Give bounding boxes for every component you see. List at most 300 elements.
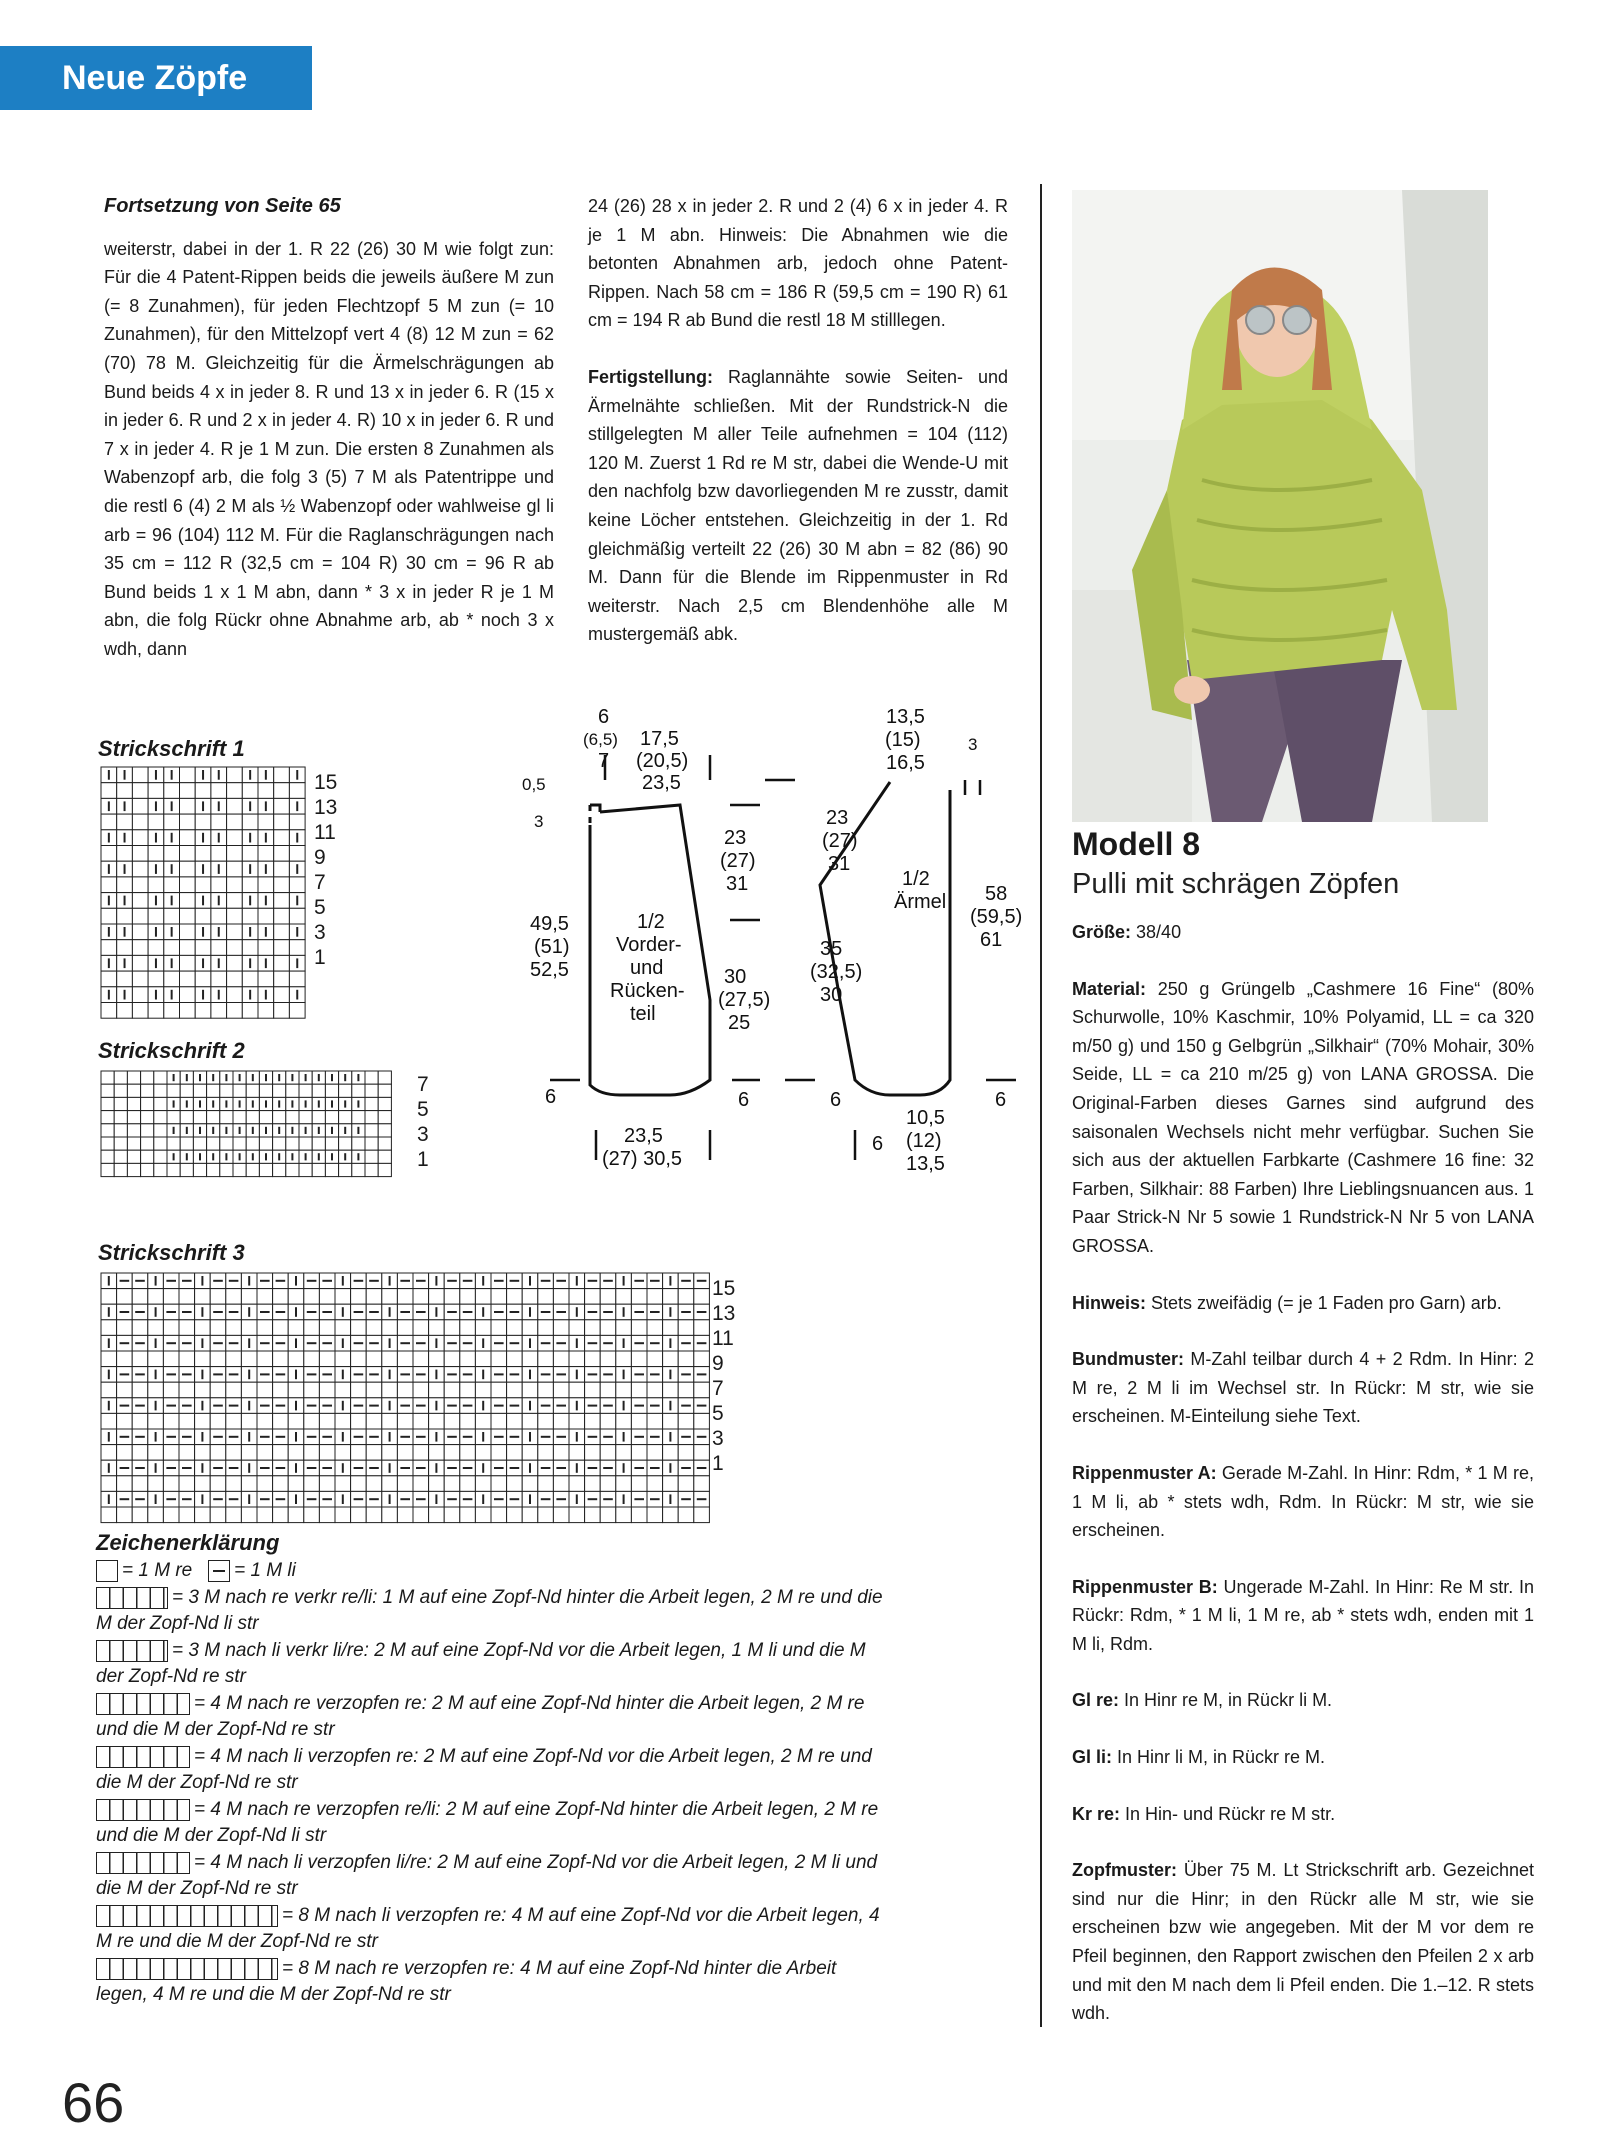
chart-cell — [132, 955, 148, 971]
chart-cell — [616, 1507, 632, 1523]
chart-cell — [211, 783, 227, 799]
chart-cell — [132, 1289, 148, 1305]
model-title: Modell 8 — [1072, 826, 1201, 862]
chart-cell — [227, 908, 243, 924]
chart-cell — [678, 1445, 694, 1461]
cable-3r-symbol — [96, 1587, 168, 1609]
row-number: 5 — [712, 1402, 724, 1425]
knit-symbol — [96, 1560, 118, 1582]
chart-cell — [444, 1507, 460, 1523]
chart-cell — [585, 1289, 601, 1305]
chart-cell — [288, 1289, 304, 1305]
chart-cell — [678, 1413, 694, 1429]
chart-cell — [258, 971, 274, 987]
chart-cell — [397, 1382, 413, 1398]
chart-cell — [101, 1137, 114, 1150]
chart-cell — [538, 1445, 554, 1461]
chart-cell — [319, 1445, 335, 1461]
chart-cell — [288, 1320, 304, 1336]
glre-label: Gl re: — [1072, 1690, 1120, 1711]
chart-cell — [600, 1289, 616, 1305]
ripb-text: Ungerade M-Zahl. In Hinr: Re M str. In Rückr: Rdm, * 1 M li, 1 M re, ab * stets wdh, enden mit 1 M li, Rdm. — [1072, 1576, 1534, 1654]
chart-cell — [132, 861, 148, 877]
s-top-a: 13,5 — [886, 706, 925, 728]
chart-cell — [180, 987, 196, 1003]
chart-cell — [101, 1084, 114, 1097]
chart-cell — [647, 1320, 663, 1336]
m-left-a: 49,5 — [530, 913, 569, 935]
chart1-row-numbers — [314, 770, 337, 970]
legend-text: = 4 M nach re verzopfen re/li: 2 M auf eine Zopf-Nd hinter die Arbeit legen, 2 M re und die M der Zopf-Nd li str — [96, 1799, 879, 1846]
chart-cell — [220, 1163, 233, 1176]
chart-cell — [132, 877, 148, 893]
chart-cell — [242, 846, 258, 862]
chart-cell — [289, 814, 305, 830]
chart-cell — [127, 1150, 140, 1163]
chart-cell — [127, 1137, 140, 1150]
chart-cell — [195, 1320, 211, 1336]
chart-cell — [351, 1445, 367, 1461]
chart-cell — [132, 940, 148, 956]
chart-cell — [647, 1382, 663, 1398]
chart-cell — [210, 1382, 226, 1398]
model-photo-illustration — [1072, 190, 1488, 822]
chart-cell — [444, 1320, 460, 1336]
chart-cell — [274, 955, 290, 971]
chart-cell — [101, 1351, 117, 1367]
legend-li: = 1 M li — [234, 1560, 296, 1581]
legend — [96, 1530, 886, 2009]
chart-cell — [351, 1351, 367, 1367]
chart-cell — [163, 1320, 179, 1336]
chart-cell — [694, 1382, 710, 1398]
bund-block — [1072, 1345, 1534, 1431]
chart-cell — [117, 1289, 133, 1305]
m-mid1-a: 23 — [724, 827, 747, 849]
chart1-svg — [100, 766, 306, 1019]
chart-cell — [257, 1382, 273, 1398]
chart-cell — [378, 1084, 391, 1097]
glli-label: Gl li: — [1072, 1747, 1112, 1768]
chart-cell — [569, 1413, 585, 1429]
chart-cell — [132, 1507, 148, 1523]
chart-cell — [233, 1084, 246, 1097]
chart-cell — [475, 1320, 491, 1336]
chart-cell — [167, 1084, 180, 1097]
s-mid2-a: 35 — [820, 938, 843, 960]
chart-cell — [132, 1476, 148, 1492]
row-number: 9 — [712, 1352, 724, 1375]
chart-cell — [352, 1163, 365, 1176]
chart-cell — [382, 1320, 398, 1336]
m-mid1-c: 31 — [726, 873, 749, 895]
section-header: Neue Zöpfe — [0, 46, 312, 110]
chart-cell — [475, 1382, 491, 1398]
chart-cell — [304, 1382, 320, 1398]
chart-cell — [299, 1163, 312, 1176]
chart-cell — [211, 846, 227, 862]
row-number: 1 — [314, 946, 326, 969]
chart-cell — [274, 971, 290, 987]
chart-cell — [475, 1351, 491, 1367]
chart-cell — [132, 1413, 148, 1429]
chart-cell — [319, 1476, 335, 1492]
material-label: Material: — [1072, 978, 1147, 999]
chart-cell — [286, 1163, 299, 1176]
chart3-grid — [100, 1272, 710, 1529]
chart3-svg — [100, 1272, 710, 1524]
chart-cell — [678, 1476, 694, 1492]
chart-cell — [382, 1382, 398, 1398]
chart-cell — [460, 1289, 476, 1305]
chart-cell — [257, 1445, 273, 1461]
chart-cell — [378, 1071, 391, 1084]
chart-cell — [569, 1351, 585, 1367]
chart-cell — [241, 1382, 257, 1398]
chart-cell — [444, 1351, 460, 1367]
chart-cell — [227, 940, 243, 956]
chart-cell — [117, 1320, 133, 1336]
chart-cell — [274, 846, 290, 862]
chart-cell — [413, 1507, 429, 1523]
chart-cell — [164, 877, 180, 893]
s-mid2-c: 30 — [820, 984, 843, 1006]
chart-cell — [304, 1413, 320, 1429]
ripa-label: Rippenmuster A: — [1072, 1462, 1217, 1483]
purl-symbol — [208, 1560, 230, 1582]
chart2-grid — [100, 1070, 392, 1183]
chart-cell — [242, 940, 258, 956]
chart-cell — [507, 1413, 523, 1429]
chart-cell — [631, 1445, 647, 1461]
chart-cell — [538, 1413, 554, 1429]
legend-basic — [96, 1558, 886, 1584]
row-number: 3 — [314, 921, 326, 944]
chart-cell — [616, 1382, 632, 1398]
s-6a: 6 — [830, 1089, 842, 1111]
chart-cell — [475, 1413, 491, 1429]
continuation-column-1 — [104, 192, 554, 664]
chart-cell — [163, 1413, 179, 1429]
s-bottom-b: (12) — [906, 1130, 942, 1152]
chart-cell — [352, 1137, 365, 1150]
chart-cell — [289, 1003, 305, 1019]
s-3: 3 — [968, 735, 978, 754]
chart-cell — [678, 1320, 694, 1336]
chart-cell — [286, 1084, 299, 1097]
row-number: 1 — [712, 1452, 724, 1475]
chart-cell — [507, 1476, 523, 1492]
chart-cell — [246, 1084, 259, 1097]
chart-cell — [179, 1476, 195, 1492]
chart-cell — [179, 1382, 195, 1398]
chart-cell — [382, 1476, 398, 1492]
chart-cell — [154, 1137, 167, 1150]
chart-cell — [180, 1137, 193, 1150]
chart-cell — [227, 877, 243, 893]
chart-cell — [179, 1507, 195, 1523]
chart-cell — [114, 1163, 127, 1176]
chart-cell — [569, 1382, 585, 1398]
chart-cell — [258, 908, 274, 924]
chart-cell — [193, 1111, 206, 1124]
chart-cell — [132, 893, 148, 909]
chart-cell — [227, 955, 243, 971]
legend-item — [96, 1903, 886, 1955]
chart-cell — [132, 798, 148, 814]
chart-cell — [141, 1071, 154, 1084]
chart-cell — [365, 1071, 378, 1084]
chart-cell — [211, 1003, 227, 1019]
chart-cell — [246, 1111, 259, 1124]
chart-cell — [491, 1413, 507, 1429]
chart-cell — [413, 1413, 429, 1429]
chart-cell — [132, 846, 148, 862]
chart-cell — [694, 1289, 710, 1305]
chart-cell — [351, 1476, 367, 1492]
chart-cell — [491, 1320, 507, 1336]
chart-cell — [163, 1476, 179, 1492]
glre-text: In Hinr re M, in Rückr li M. — [1124, 1690, 1333, 1711]
chart-cell — [180, 1163, 193, 1176]
chart-cell — [429, 1413, 445, 1429]
chart-cell — [148, 908, 164, 924]
m-6b: 6 — [738, 1089, 750, 1111]
chart-cell — [101, 783, 117, 799]
chart-cell — [299, 1084, 312, 1097]
chart-cell — [553, 1413, 569, 1429]
m-3: 3 — [534, 812, 544, 831]
chart-cell — [352, 1111, 365, 1124]
chart-cell — [180, 1111, 193, 1124]
chart-cell — [227, 861, 243, 877]
chart-cell — [132, 830, 148, 846]
chart-cell — [273, 1413, 289, 1429]
chart-cell — [257, 1351, 273, 1367]
chart-cell — [114, 1124, 127, 1137]
chart-cell — [167, 1137, 180, 1150]
chart-cell — [366, 1320, 382, 1336]
chart-cell — [289, 783, 305, 799]
row-number: 3 — [712, 1427, 724, 1450]
row-number: 13 — [314, 796, 338, 819]
chart-cell — [241, 1289, 257, 1305]
chart-cell — [507, 1445, 523, 1461]
chart-cell — [288, 1476, 304, 1492]
chart-cell — [289, 846, 305, 862]
chart-cell — [117, 971, 133, 987]
chart-cell — [164, 971, 180, 987]
chart-cell — [227, 830, 243, 846]
chart-cell — [148, 940, 164, 956]
chart-cell — [132, 971, 148, 987]
chart-cell — [210, 1507, 226, 1523]
chart-cell — [507, 1351, 523, 1367]
chart-cell — [585, 1320, 601, 1336]
chart-cell — [220, 1111, 233, 1124]
fertigstellung-label: Fertigstellung: — [588, 366, 713, 387]
chart2-row-numbers — [417, 1072, 429, 1172]
row-number: 7 — [712, 1377, 724, 1400]
chart-cell — [378, 1124, 391, 1137]
chart-cell — [522, 1413, 538, 1429]
chart-cell — [507, 1289, 523, 1305]
chart-cell — [694, 1507, 710, 1523]
chart-cell — [366, 1382, 382, 1398]
chart-cell — [351, 1382, 367, 1398]
chart-cell — [163, 1445, 179, 1461]
chart-cell — [289, 877, 305, 893]
chart-cell — [195, 877, 211, 893]
chart-cell — [585, 1507, 601, 1523]
chart-cell — [101, 877, 117, 893]
chart-cell — [117, 940, 133, 956]
chart-cell — [207, 1084, 220, 1097]
chart-cell — [522, 1289, 538, 1305]
chart-cell — [304, 1445, 320, 1461]
chart-cell — [259, 1137, 272, 1150]
chart-cell — [132, 1351, 148, 1367]
chart-cell — [180, 1003, 196, 1019]
chart-cell — [569, 1320, 585, 1336]
chart-cell — [193, 1084, 206, 1097]
chart-cell — [273, 1351, 289, 1367]
chart-cell — [148, 1320, 164, 1336]
chart-cell — [507, 1507, 523, 1523]
chart-cell — [258, 1003, 274, 1019]
size-value: 38/40 — [1136, 922, 1182, 942]
chart-cell — [141, 1097, 154, 1110]
chart-cell — [154, 1097, 167, 1110]
chart-cell — [220, 1137, 233, 1150]
chart-cell — [475, 1289, 491, 1305]
ripb-label: Rippenmuster B: — [1072, 1576, 1218, 1597]
chart-cell — [397, 1413, 413, 1429]
chart-cell — [522, 1382, 538, 1398]
chart-cell — [148, 1445, 164, 1461]
chart-cell — [663, 1445, 679, 1461]
chart-cell — [339, 1163, 352, 1176]
chart-cell — [227, 798, 243, 814]
chart-cell — [286, 1137, 299, 1150]
row-number: 7 — [314, 871, 326, 894]
legend-item — [96, 1585, 886, 1637]
m-6a: 6 — [545, 1086, 557, 1108]
chart-cell — [289, 971, 305, 987]
chart-cell — [475, 1445, 491, 1461]
row-number: 13 — [712, 1302, 736, 1325]
chart-cell — [180, 940, 196, 956]
chart-cell — [259, 1084, 272, 1097]
chart-cell — [141, 1163, 154, 1176]
chart-cell — [288, 1351, 304, 1367]
chart-cell — [117, 783, 133, 799]
chart-cell — [273, 1320, 289, 1336]
chart-cell — [241, 1351, 257, 1367]
row-number: 3 — [417, 1123, 429, 1146]
s-6c: 6 — [872, 1133, 884, 1155]
chart-cell — [246, 1163, 259, 1176]
chart-cell — [366, 1351, 382, 1367]
chart-cell — [304, 1320, 320, 1336]
chart-cell — [164, 846, 180, 862]
chart-cell — [663, 1382, 679, 1398]
chart-cell — [154, 1163, 167, 1176]
chart-cell — [227, 893, 243, 909]
chart-cell — [164, 783, 180, 799]
chart-cell — [335, 1289, 351, 1305]
chart-cell — [335, 1445, 351, 1461]
chart-cell — [569, 1289, 585, 1305]
chart-cell — [195, 1507, 211, 1523]
row-number: 1 — [417, 1148, 429, 1171]
body-label-c: und — [630, 957, 664, 979]
chart-cell — [257, 1320, 273, 1336]
chart-cell — [114, 1097, 127, 1110]
chart-cell — [227, 987, 243, 1003]
chart-cell — [631, 1351, 647, 1367]
chart-cell — [148, 783, 164, 799]
chart-cell — [312, 1111, 325, 1124]
chart-cell — [647, 1289, 663, 1305]
chart-cell — [154, 1124, 167, 1137]
chart-cell — [241, 1476, 257, 1492]
chart-cell — [180, 955, 196, 971]
chart-cell — [647, 1413, 663, 1429]
chart-cell — [304, 1289, 320, 1305]
chart-cell — [600, 1413, 616, 1429]
chart-cell — [132, 908, 148, 924]
chart-cell — [553, 1289, 569, 1305]
chart-cell — [663, 1507, 679, 1523]
m-mid2-b: (27,5) — [718, 989, 771, 1011]
chart-cell — [378, 1163, 391, 1176]
chart-cell — [257, 1413, 273, 1429]
chart-cell — [210, 1445, 226, 1461]
chart-cell — [193, 1137, 206, 1150]
m-left-b: (51) — [534, 936, 570, 958]
chart-cell — [413, 1476, 429, 1492]
chart-cell — [127, 1097, 140, 1110]
ripa-text: Gerade M-Zahl. In Hinr: Rdm, * 1 M re, 1 M li, ab * stets wdh, Rdm. In Rückr: M str, wie sie erscheinen. — [1072, 1462, 1534, 1541]
chart-cell — [101, 1320, 117, 1336]
chart-cell — [335, 1413, 351, 1429]
chart-cell — [413, 1382, 429, 1398]
chart-cell — [366, 1507, 382, 1523]
chart-cell — [241, 1445, 257, 1461]
chart-cell — [207, 1163, 220, 1176]
chart-cell — [365, 1124, 378, 1137]
chart-cell — [180, 908, 196, 924]
chart-cell — [335, 1320, 351, 1336]
chart-cell — [227, 971, 243, 987]
chart-cell — [258, 814, 274, 830]
chart-cell — [195, 908, 211, 924]
chart-cell — [141, 1150, 154, 1163]
chart-cell — [413, 1289, 429, 1305]
cable-8l-symbol — [96, 1905, 278, 1927]
chart-cell — [258, 846, 274, 862]
chart-cell — [148, 971, 164, 987]
body-label-b: Vorder- — [616, 934, 682, 956]
chart-cell — [616, 1351, 632, 1367]
chart-cell — [335, 1351, 351, 1367]
chart-cell — [335, 1476, 351, 1492]
m-top2-c: 23,5 — [642, 772, 681, 794]
chart-cell — [101, 1097, 114, 1110]
chart-cell — [114, 1150, 127, 1163]
chart-cell — [522, 1320, 538, 1336]
